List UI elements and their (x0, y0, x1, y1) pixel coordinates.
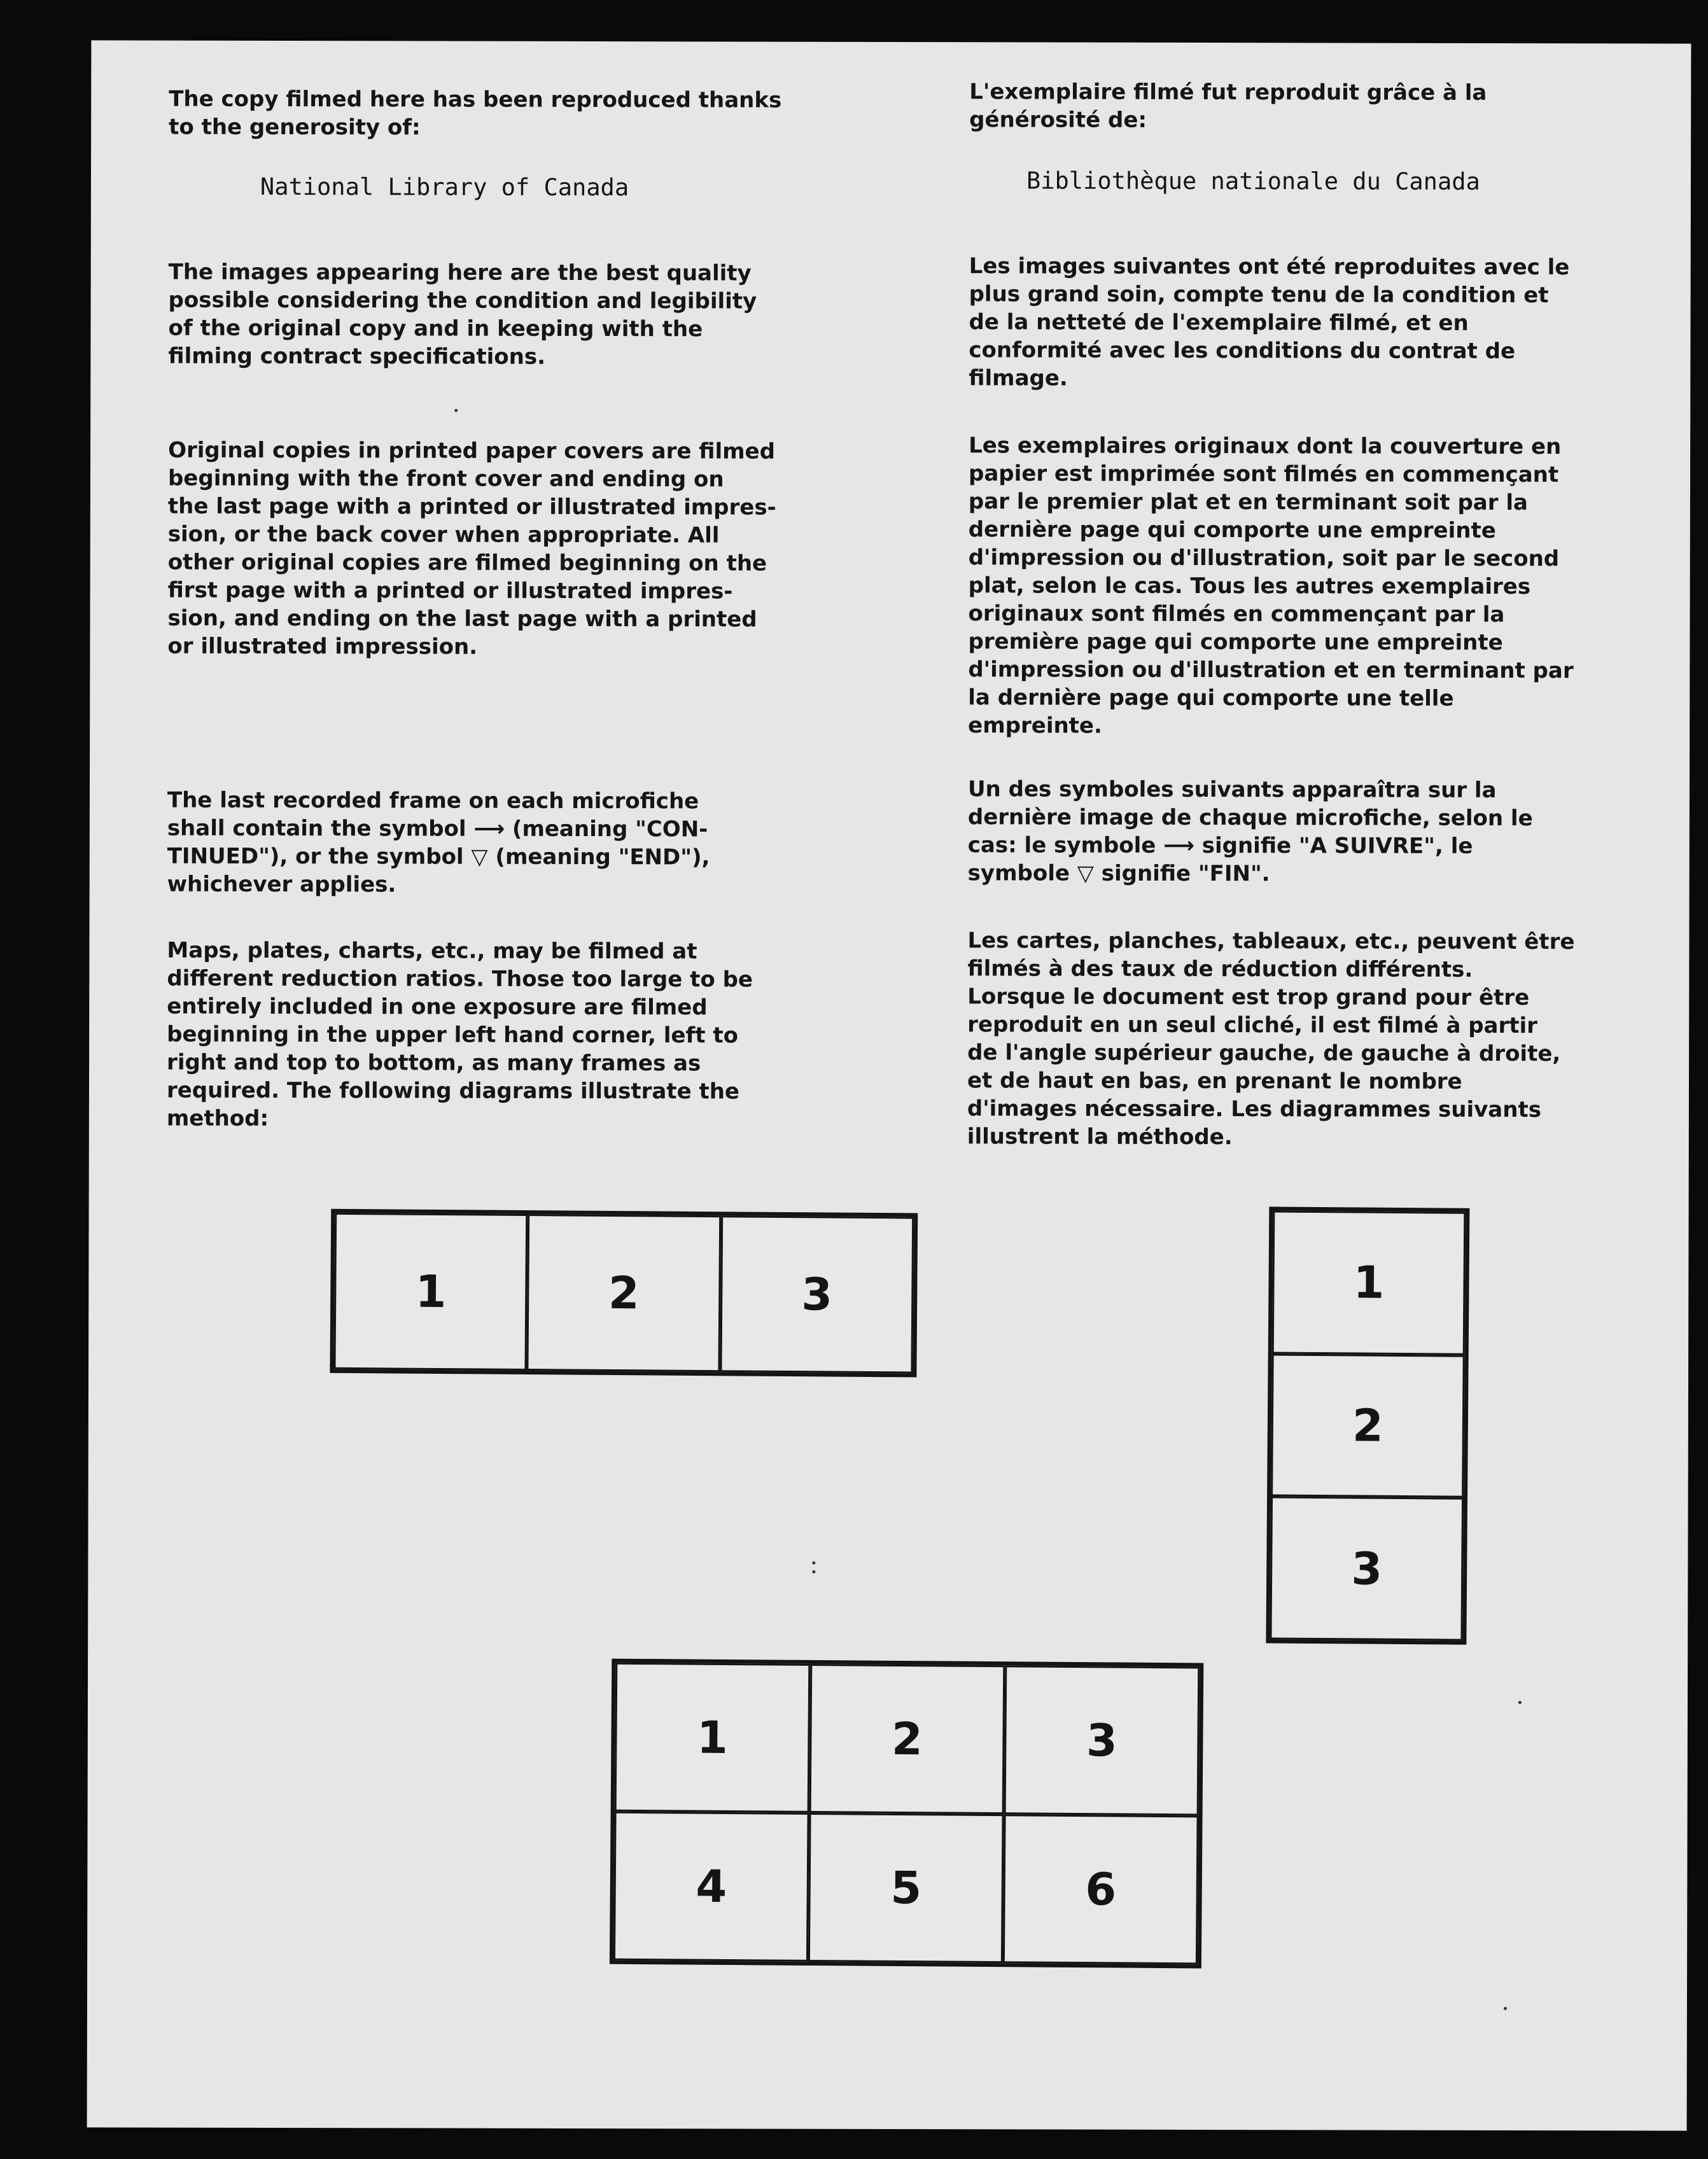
english-quality: The images appearing here are the best quality possible considering the condition and legibility of the original copy and in keeping with the filming contract specifications. (168, 259, 757, 370)
english-symbols-block (167, 786, 880, 900)
diagram-cell: 3 (1004, 1665, 1200, 1815)
diagram-cell: 2 (809, 1664, 1005, 1814)
french-maps-block (967, 926, 1693, 1152)
french-quality-block (969, 252, 1694, 393)
french-maps: Les cartes, planches, tableaux, etc., peuvent être filmés à des taux de réduction différents. Lorsque le document est trop grand pour être reproduit en un seul cliché, il est filmé à partir de l'angle supérieur gauche, de gauche à droite, et de haut en bas, en prenant le nombre d'images nécessaire. Les diagrammes suivants illustrent la méthode. (967, 928, 1575, 1150)
diagram-cell: 3 (1270, 1497, 1464, 1641)
french-originals: Les exemplaires originaux dont la couverture en papier est imprimée sont filmés en commençant par le premier plat et en terminant soit par la dernière page qui comporte une empreinte d'impression ou d'illustration, soit par le second plat, selon le cas. Tous les autres exemplaires originaux sont filmés en commençant par la première page qui comporte une empreinte d'impression ou d'illustration et en terminant par la dernière page qui comporte une telle empreinte. (968, 433, 1574, 739)
diagram-cell: 1 (333, 1213, 528, 1371)
diagram-cell: 1 (1272, 1210, 1466, 1355)
french-originals-block (968, 431, 1694, 741)
scan-speck (812, 1562, 815, 1565)
document-sheet (87, 40, 1691, 2130)
diagram-cell: 3 (720, 1215, 914, 1373)
english-maps: Maps, plates, charts, etc., may be filmed at different reduction ratios. Those too large to be entirely included in one exposure are filmed beginning in the upper left hand corner, left to right and top to bottom, as many frames as required. The following diagrams illustrate the method: (166, 937, 753, 1131)
diagram-cell: 6 (1003, 1814, 1199, 1964)
six-frame-grid-diagram (610, 1659, 1203, 1969)
scan-speck (454, 409, 458, 412)
english-originals: Original copies in printed paper covers are filmed beginning with the front cover and ending on the last page with a printed or illustrated impres- sion, or the back cover when appropriate. All other original copies are filmed beginning on the first page with a printed or illustrated impres- sion, and ending on the last page with a printed or illustrated impression. (167, 437, 776, 660)
english-originals-block (167, 437, 881, 662)
diagram-cell: 5 (808, 1813, 1004, 1963)
diagram-cell: 1 (615, 1663, 811, 1813)
vertical-three-frame-diagram (1266, 1206, 1469, 1644)
french-symbols: Un des symboles suivants apparaîtra sur la dernière image de chaque microfiche, selon le cas: le symbole ⟶ signifie "A SUIVRE", le symbole ▽ signifie "FIN". (967, 776, 1533, 887)
french-quality: Les images suivantes ont été reproduites avec le plus grand soin, compte tenu de la condition et de la netteté de l'exemplaire filmé, et en conformité avec les conditions du contrat de filmage. (969, 253, 1570, 391)
english-symbols: The last recorded frame on each microfiche shall contain the symbol ⟶ (meaning "CON- TINUED"), or the symbol ▽ (meaning "END"), whichever applies. (167, 787, 710, 898)
diagram-cell: 4 (613, 1812, 809, 1962)
diagram-cell: 2 (527, 1214, 721, 1372)
horizontal-three-frame-diagram (330, 1209, 918, 1378)
scan-speck (1504, 2007, 1507, 2010)
scan-speck (1518, 1701, 1522, 1704)
english-institution: National Library of Canada (260, 172, 629, 202)
english-quality-block (168, 258, 881, 372)
diagram-cell: 2 (1271, 1353, 1465, 1498)
scan-speck (812, 1570, 815, 1574)
english-intro: The copy filmed here has been reproduced thanks to the generosity of: (169, 86, 782, 141)
french-column (969, 78, 1695, 135)
french-intro: L'exemplaire filmé fut reproduit grâce à la générosité de: (969, 79, 1487, 133)
english-maps-block (167, 937, 880, 1134)
english-column (169, 85, 881, 143)
french-institution: Bibliothèque nationale du Canada (1026, 167, 1480, 195)
french-symbols-block (968, 775, 1693, 888)
